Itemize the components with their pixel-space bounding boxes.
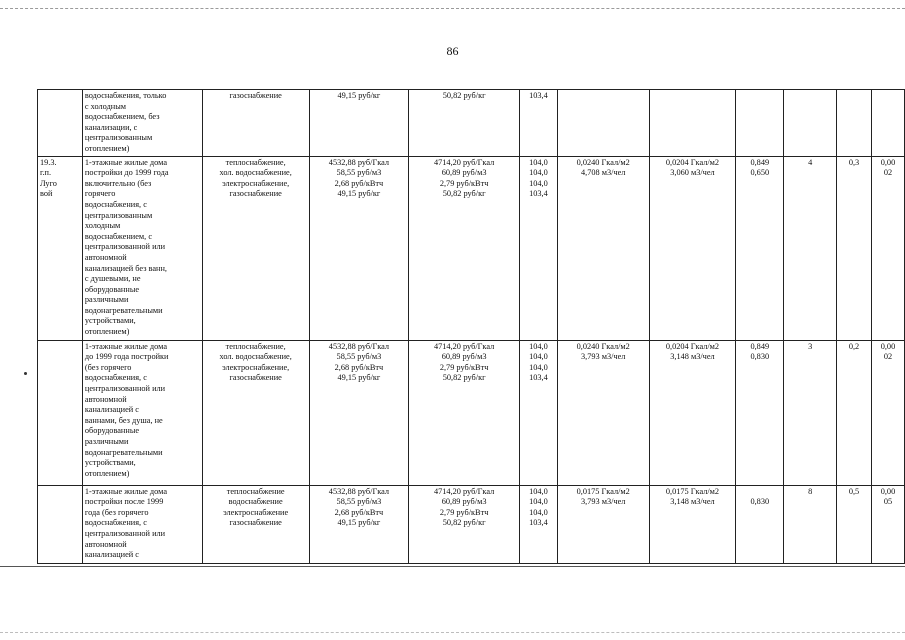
col-11-value: 0,3 [837, 156, 872, 340]
col-10-value: 4 [784, 156, 837, 340]
col-12-value [871, 90, 904, 157]
coefficient: 0,849 0,650 [736, 156, 784, 340]
norm-current: 0,0240 Гкал/м2 3,793 м3/чел [557, 340, 649, 485]
page-bottom-edge [0, 566, 905, 568]
col-10-value [784, 90, 837, 157]
tariff-index: 104,0 104,0 104,0 103,4 [519, 485, 557, 563]
col-12-value: 0,00 02 [871, 156, 904, 340]
col-11-value: 0,5 [837, 485, 872, 563]
table-row [38, 485, 905, 563]
house-description: 1-этажные жилые дома до 1999 года постройки (без горячего водоснабжения, с централизованной или автономной канализацией с ваннами, без душа, не оборудованные различными водонагревательными устройствами, отоплением) [82, 340, 202, 485]
tariff-index: 103,4 [519, 90, 557, 157]
utility-services: теплоснабжение, хол. водоснабжение, электроснабжение, газоснабжение [202, 340, 309, 485]
utility-services: теплоснабжение водоснабжение электроснабжение газоснабжение [202, 485, 309, 563]
row-number [38, 485, 83, 563]
scan-edge-top [0, 0, 905, 9]
tariff-new: 4714,20 руб/Гкал 60,89 руб/м3 2,79 руб/кВтч 50,82 руб/кг [409, 156, 520, 340]
tariff-current: 4532,88 руб/Гкал 58,55 руб/м3 2,68 руб/кВтч 49,15 руб/кг [309, 340, 409, 485]
page-number: 86 [446, 44, 459, 58]
row-number: 19.3. г.п. Луго вой [38, 156, 83, 340]
row-number [38, 340, 83, 485]
coefficient [736, 90, 784, 157]
tariff-new: 50,82 руб/кг [409, 90, 520, 157]
norm-new [649, 90, 736, 157]
scan-edge-foot [0, 632, 905, 634]
tariff-index: 104,0 104,0 104,0 103,4 [519, 340, 557, 485]
norm-current: 0,0240 Гкал/м2 4,708 м3/чел [557, 156, 649, 340]
tariff-current: 4532,88 руб/Гкал 58,55 руб/м3 2,68 руб/кВтч 49,15 руб/кг [309, 485, 409, 563]
tariff-index: 104,0 104,0 104,0 103,4 [519, 156, 557, 340]
house-description: водоснабжения, только с холодным водоснабжением, без канализации, с централизованным отоплением) [82, 90, 202, 157]
col-12-value: 0,00 02 [871, 340, 904, 485]
row-number [38, 90, 83, 157]
tariff-new: 4714,20 руб/Гкал 60,89 руб/м3 2,79 руб/кВтч 50,82 руб/кг [409, 485, 520, 563]
tariff-current: 49,15 руб/кг [309, 90, 409, 157]
tariff-table [37, 89, 905, 564]
utility-services: газоснабжение [202, 90, 309, 157]
utility-services: теплоснабжение, хол. водоснабжение, электроснабжение, газоснабжение [202, 156, 309, 340]
coefficient: 0,849 0,830 [736, 340, 784, 485]
tariff-new: 4714,20 руб/Гкал 60,89 руб/м3 2,79 руб/кВтч 50,82 руб/кг [409, 340, 520, 485]
col-10-value: 8 [784, 485, 837, 563]
coefficient: 0,830 [736, 485, 784, 563]
house-description: 1-этажные жилые дома постройки после 1999 года (без горячего водоснабжения, с централизованной или автономной канализацией с [82, 485, 202, 563]
tariff-current: 4532,88 руб/Гкал 58,55 руб/м3 2,68 руб/кВтч 49,15 руб/кг [309, 156, 409, 340]
norm-new: 0,0204 Гкал/м2 3,060 м3/чел [649, 156, 736, 340]
house-description: 1-этажные жилые дома постройки до 1999 года включительно (без горячего водоснабжения, с централизованным холодным водоснабжением, с централизованной или автономной канализацией без ванн, с душевыми, не оборудованные различными водонагревательными устройствами, отоплением) [82, 156, 202, 340]
margin-dot [24, 372, 27, 375]
col-10-value: 3 [784, 340, 837, 485]
col-11-value [837, 90, 872, 157]
norm-new: 0,0204 Гкал/м2 3,148 м3/чел [649, 340, 736, 485]
norm-new: 0,0175 Гкал/м2 3,148 м3/чел [649, 485, 736, 563]
norm-current: 0,0175 Гкал/м2 3,793 м3/чел [557, 485, 649, 563]
table-row [38, 90, 905, 157]
table-row [38, 156, 905, 340]
col-11-value: 0,2 [837, 340, 872, 485]
col-12-value: 0,00 05 [871, 485, 904, 563]
table-row [38, 340, 905, 485]
norm-current [557, 90, 649, 157]
